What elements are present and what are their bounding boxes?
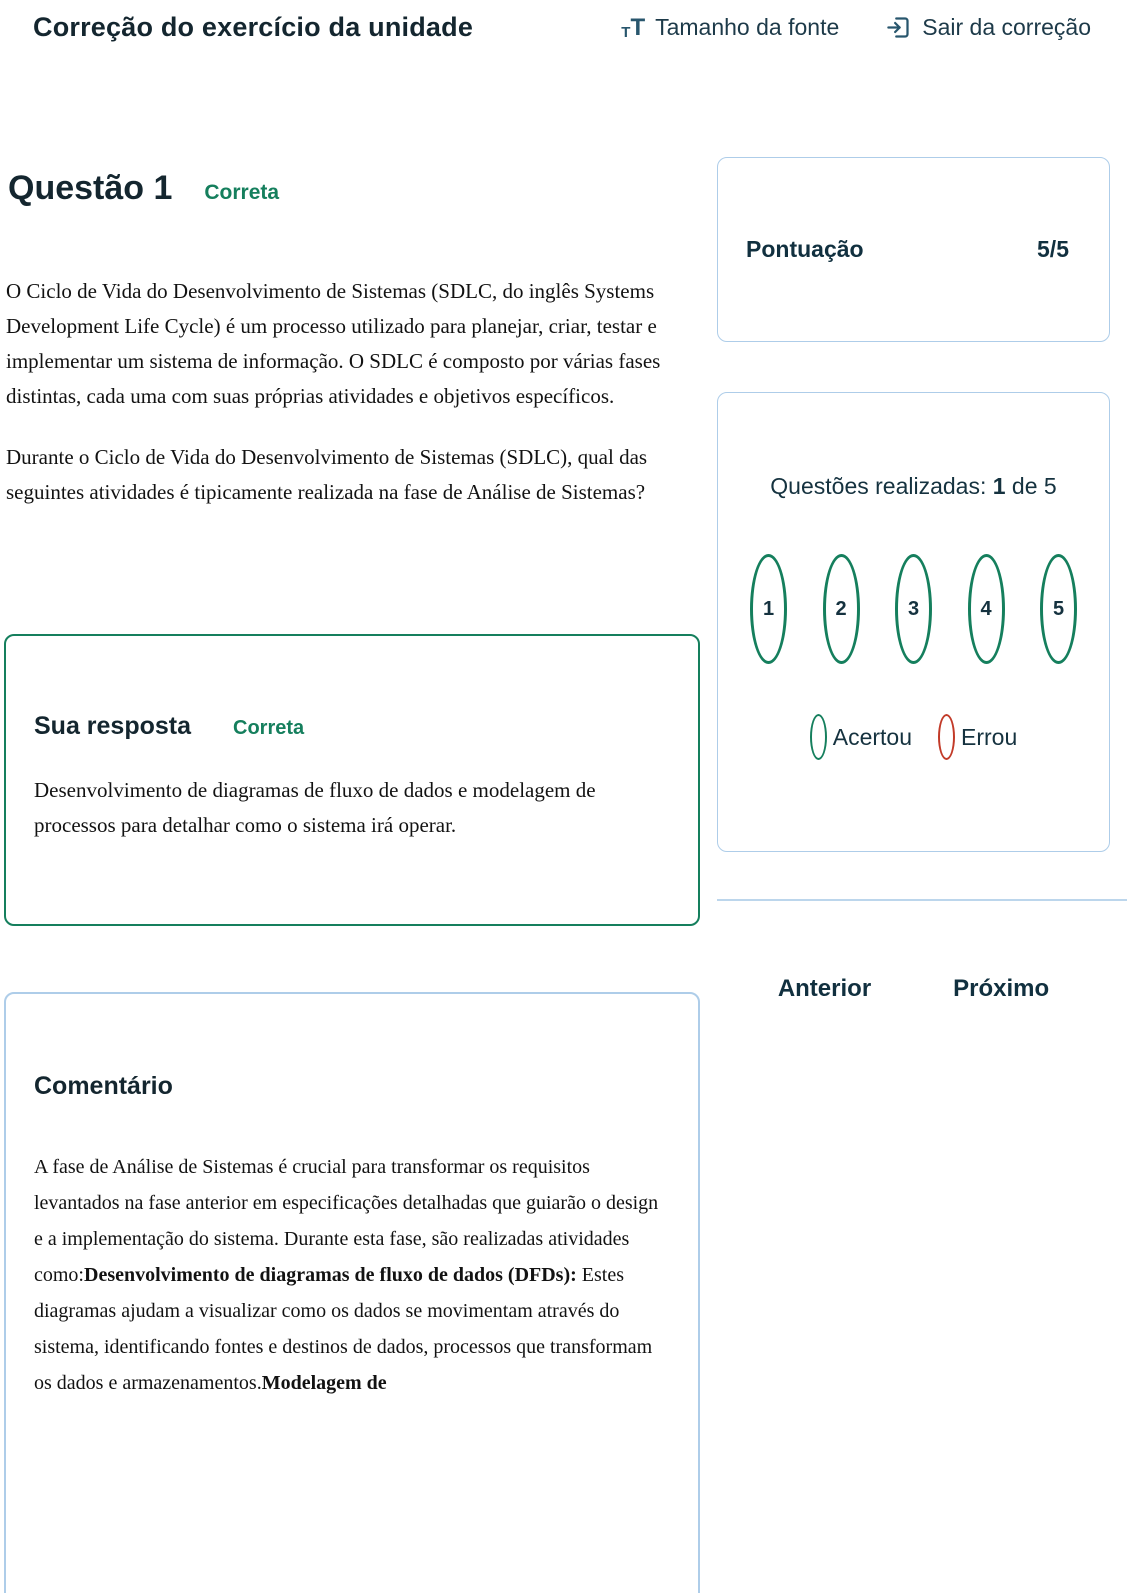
- question-oval-2-number: 2: [835, 597, 847, 620]
- question-oval-4[interactable]: [968, 554, 1005, 664]
- question-oval-5[interactable]: [1040, 554, 1077, 664]
- question-header: [4, 169, 700, 208]
- answer-title: Sua resposta: [34, 712, 192, 741]
- progress-current: 1: [992, 473, 1006, 499]
- exit-icon: [885, 14, 912, 41]
- question-title: Questão 1: [8, 169, 173, 207]
- navigation: [717, 975, 1110, 1003]
- divider: [717, 899, 1127, 901]
- progress-prefix: Questões realizadas:: [770, 473, 993, 499]
- legend: [748, 714, 1079, 760]
- exit-correction-button[interactable]: [885, 14, 1091, 41]
- legend-wrong: [938, 714, 1017, 760]
- progress-text: [748, 473, 1079, 500]
- question-oval-2[interactable]: [823, 554, 860, 664]
- question-oval-5-number: 5: [1052, 597, 1065, 620]
- question-ovals: [748, 554, 1079, 664]
- header: [0, 0, 1127, 43]
- previous-button[interactable]: Anterior: [777, 975, 872, 1002]
- legend-wrong-label: Errou: [961, 723, 1018, 750]
- answer-status-badge: Correta: [233, 717, 305, 740]
- main-content: [0, 43, 1127, 1593]
- question-paragraph-2: Durante o Ciclo de Vida do Desenvolvimento de Sistemas (SDLC), qual das seguintes atividades é tipicamente realizada na fase de Análise de Sistemas?: [6, 445, 648, 505]
- answer-box-header: [34, 712, 668, 741]
- font-size-icon: T T: [621, 13, 646, 41]
- comment-text: A fase de Análise de Sistemas é crucial para transformar os requisitos levantados na fase anterior em especificações detalhadas que guiarão o design e a implementação do sistema. Durante esta fase, são realizadas atividades como:Desenvolvimento de diagramas de fluxo de dados (DFDs): Estes diagramas ajudam a visualizar como os dados se movimentam através do sistema, identificando fontes e destinos de dados, processos que transformam os dados e armazenamentos.Modelagem de: [34, 1155, 659, 1394]
- wrong-oval-icon: [938, 714, 955, 760]
- question-paragraph-1: O Ciclo de Vida do Desenvolvimento de Sistemas (SDLC, do inglês Systems Development Life Cycle) é um processo utilizado para planejar, criar, testar e implementar um sistema de informação. O SDLC é composto por várias fases distintas, cada uma com suas próprias atividades e objetivos específicos.: [6, 279, 661, 409]
- question-oval-4-number: 4: [980, 597, 992, 620]
- correct-oval-icon: [810, 714, 827, 760]
- comment-box: [4, 992, 700, 1593]
- score-label: Pontuação: [746, 236, 864, 262]
- exit-label: Sair da correção: [922, 14, 1091, 40]
- legend-correct-label: Acertou: [832, 723, 912, 750]
- sidebar: [717, 43, 1110, 1003]
- font-size-button[interactable]: [621, 14, 839, 41]
- progress-card: [717, 392, 1110, 852]
- progress-suffix: de 5: [1005, 473, 1057, 499]
- answer-box: [4, 634, 700, 925]
- question-oval-3[interactable]: [895, 554, 932, 664]
- legend-correct: [810, 714, 912, 760]
- score-card: [717, 157, 1110, 342]
- question-oval-1-number: 1: [762, 597, 775, 620]
- score-value: 5/5: [1037, 236, 1069, 262]
- comment-title: Comentário: [34, 1071, 173, 1100]
- next-button[interactable]: Próximo: [953, 975, 1050, 1002]
- header-actions: [621, 12, 1091, 41]
- question-column: [4, 43, 700, 1593]
- page-title: Correção do exercício da unidade: [33, 12, 474, 42]
- question-oval-3-number: 3: [907, 597, 920, 620]
- font-size-label: Tamanho da fonte: [655, 14, 840, 40]
- question-oval-1[interactable]: [750, 554, 787, 664]
- answer-text: Desenvolvimento de diagramas de fluxo de dados e modelagem de processos para detalhar como o sistema irá operar.: [34, 778, 596, 838]
- question-status-badge: Correta: [204, 181, 280, 204]
